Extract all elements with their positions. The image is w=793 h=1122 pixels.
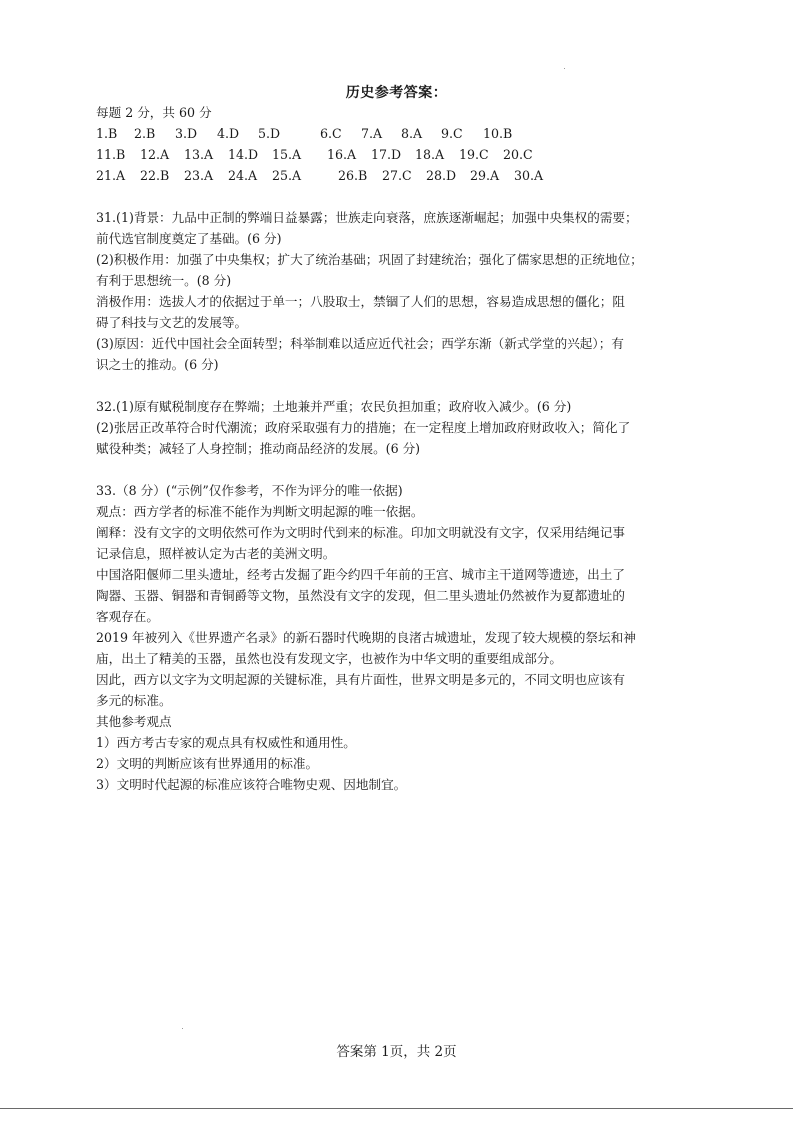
answer-line: 多元的标准。: [96, 693, 172, 708]
answer-line: 1）西方考古专家的观点具有权威性和通用性。: [96, 735, 356, 750]
answer-line: 前代选官制度奠定了基础。(6 分): [96, 231, 282, 246]
answer-item: 7.A: [361, 126, 383, 141]
answer-item: 23.A: [184, 168, 214, 183]
answer-item: 15.A: [272, 147, 302, 162]
scan-speck: [182, 1028, 183, 1029]
answer-item: 26.B: [338, 168, 368, 183]
answer-item: 22.B: [140, 168, 170, 183]
answer-item: 19.C: [459, 147, 489, 162]
answer-line: 赋役种类；减轻了人身控制；推动商品经济的发展。(6 分): [96, 441, 421, 456]
answer-line: 32.(1)原有赋税制度存在弊端；土地兼并严重；农民负担加重；政府收入减少。(6 分): [96, 399, 572, 414]
answer-line: 中国洛阳偃师二里头遗址，经考古发掘了距今约四千年前的王宫、城市主干道网等遗迹，出土了: [96, 567, 625, 582]
answer-line: (2)张居正改革符合时代潮流；政府采取强有力的措施；在一定程度上增加政府财政收入；简化了: [96, 420, 631, 435]
answer-item: 11.B: [96, 147, 126, 162]
answer-item: 17.D: [371, 147, 402, 162]
answer-item: 16.A: [327, 147, 357, 162]
answer-line: 识之士的推动。(6 分): [96, 357, 219, 372]
bottom-divider: [0, 1108, 793, 1109]
answer-line: 庙，出土了精美的玉器，虽然也没有发现文字，也被作为中华文明的重要组成部分。: [96, 651, 562, 666]
question-31-answer: [96, 207, 696, 375]
answer-item: 8.A: [401, 126, 423, 141]
answer-item: 21.A: [96, 168, 126, 183]
answer-item: 28.D: [426, 168, 457, 183]
answer-line: 因此，西方以文字为文明起源的关键标准，具有片面性，世界文明是多元的，不同文明也应该有: [96, 672, 625, 687]
answer-item: 12.A: [140, 147, 170, 162]
answer-line: (3)原因：近代中国社会全面转型；科举制难以适应近代社会；西学东渐（新式学堂的兴起）；有: [96, 336, 624, 351]
answer-line: 有利于思想统一。(8 分): [96, 273, 232, 288]
answer-item: 2.B: [134, 126, 156, 141]
multiple-choice-answers: [96, 123, 696, 186]
answer-item: 3.D: [175, 126, 198, 141]
answer-item: 25.A: [272, 168, 302, 183]
answer-item: 24.A: [228, 168, 258, 183]
answer-item: 30.A: [514, 168, 544, 183]
scan-speck: [564, 68, 565, 69]
answer-line: 3）文明时代起源的标准应该符合唯物史观、因地制宜。: [96, 777, 407, 792]
answer-line: 客观存在。: [96, 609, 159, 624]
answer-line: 阐释：没有文字的文明依然可作为文明时代到来的标准。印加文明就没有文字，仅采用结绳记事: [96, 525, 625, 540]
answer-line: 碍了科技与文艺的发展等。: [96, 315, 248, 330]
answer-line: 其他参考观点: [96, 714, 172, 729]
answer-line: 观点：西方学者的标准不能作为判断文明起源的唯一依据。: [96, 504, 424, 519]
answer-item: 27.C: [382, 168, 412, 183]
page-title: 历史参考答案：: [345, 85, 448, 101]
answer-item: 29.A: [470, 168, 500, 183]
answer-line: 33.（8 分）(“示例”仅作参考，不作为评分的唯一依据): [96, 483, 403, 498]
answer-line: 2019 年被列入《世界遗产名录》的新石器时代晚期的良渚古城遗址，发现了较大规模的祭坛和神: [96, 630, 636, 645]
answer-item: 6.C: [320, 126, 342, 141]
question-33-answer: [96, 480, 696, 795]
answer-item: 20.C: [503, 147, 533, 162]
answer-item: 1.B: [96, 126, 118, 141]
answer-line: 陶器、玉器、铜器和青铜爵等文物，虽然没有文字的发现，但二里头遗址仍然被作为夏都遗址的: [96, 588, 625, 603]
scoring-note: 每题 2 分，共 60 分: [96, 105, 212, 120]
answer-content: [96, 102, 696, 795]
answer-line: 2）文明的判断应该有世界通用的标准。: [96, 756, 319, 771]
answer-item: 10.B: [483, 126, 513, 141]
answer-line: 31.(1)背景：九品中正制的弊端日益暴露；世族走向衰落，庶族逐渐崛起；加强中央集权的需要；: [96, 210, 638, 225]
answer-item: 9.C: [441, 126, 463, 141]
answer-item: 13.A: [184, 147, 214, 162]
question-32-answer: [96, 396, 696, 459]
answer-item: 5.D: [258, 126, 281, 141]
answer-line: 消极作用：选拔人才的依据过于单一；八股取士，禁锢了人们的思想，容易造成思想的僵化；阻: [96, 294, 625, 309]
answer-item: 4.D: [217, 126, 240, 141]
answer-item: 14.D: [228, 147, 259, 162]
answer-row: [96, 123, 696, 144]
page-footer: 答案第 1页，共 2页: [336, 1044, 457, 1060]
answer-row: [96, 144, 696, 165]
answer-line: (2)积极作用：加强了中央集权；扩大了统治基础；巩固了封建统治；强化了儒家思想的正统地位；: [96, 252, 643, 267]
answer-item: 18.A: [415, 147, 445, 162]
answer-line: 记录信息，照样被认定为古老的美洲文明。: [96, 546, 336, 561]
answer-row: [96, 165, 696, 186]
